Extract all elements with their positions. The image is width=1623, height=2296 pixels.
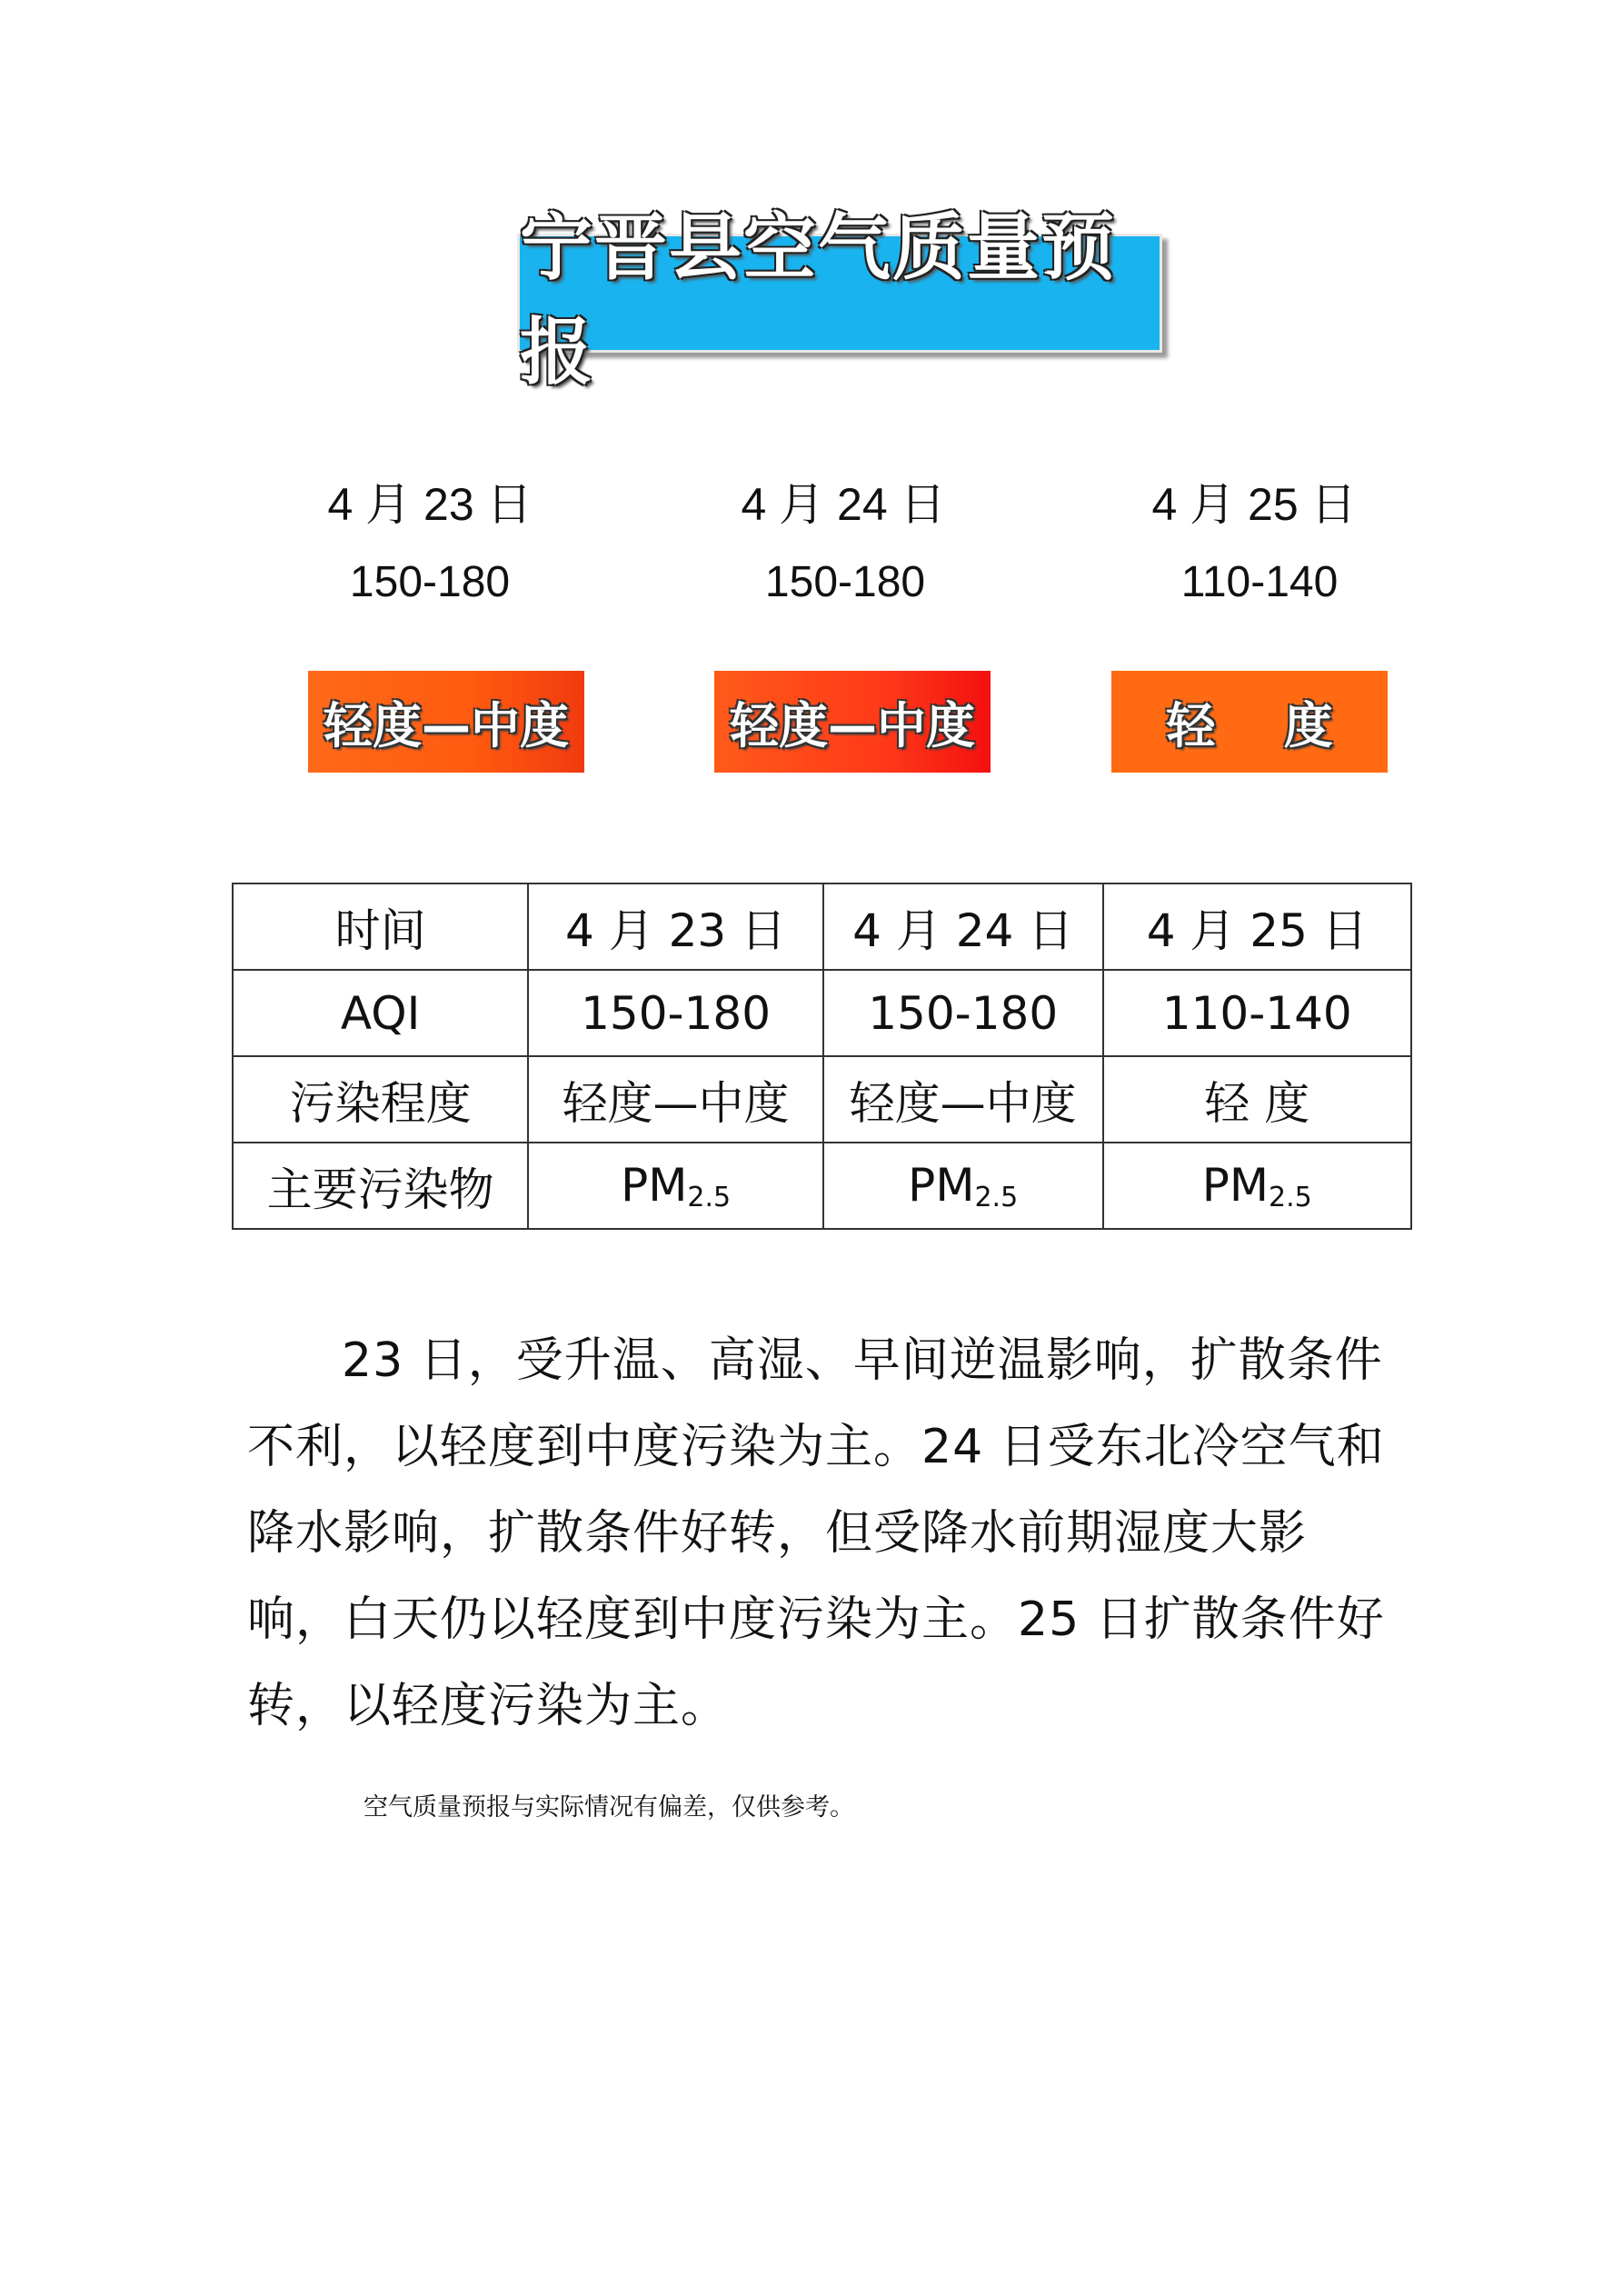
table-cell: 150-180 [528, 970, 823, 1056]
table-cell: AQI [233, 970, 528, 1056]
pollutant-cell [823, 1143, 1103, 1229]
page-title: 宁晋县空气质量预报 [520, 205, 1116, 394]
forecast-description [247, 1318, 1401, 1750]
pollutant-cell [1103, 1143, 1411, 1229]
forecast-date-1: 4 月 23 日 [327, 479, 533, 530]
table-cell: 轻度—中度 [528, 1056, 823, 1143]
level-badge-label: 轻度—中度 [324, 696, 569, 754]
table-cell: 轻度—中度 [823, 1056, 1103, 1143]
table-cell: 轻 度 [1103, 1056, 1411, 1143]
forecast-aqi-1: 150-180 [349, 558, 511, 606]
table-cell: 污染程度 [233, 1056, 528, 1143]
table-cell: 时间 [233, 883, 528, 970]
title-banner [517, 205, 1162, 394]
level-badge-3 [1111, 671, 1388, 773]
table-cell: 4 月 25 日 [1103, 883, 1411, 970]
level-badge-label: 轻度—中度 [730, 696, 975, 754]
description-text: 23 日，受升温、高湿、早间逆温影响，扩散条件不利，以轻度到中度污染为主。24 日受东北冷空气和降水影响，扩散条件好转，但受降水前期湿度大影响，白天仍以轻度到中度污染为主。25 日扩散条件好转，以轻度污染为主。 [247, 1333, 1385, 1733]
pollutant-name: PM [908, 1158, 975, 1212]
table-row [233, 1143, 1411, 1229]
table-row [233, 970, 1411, 1056]
level-badge-1 [308, 671, 584, 773]
table-cell: 150-180 [823, 970, 1103, 1056]
forecast-date-3: 4 月 25 日 [1151, 479, 1357, 530]
table-cell: 主要污染物 [233, 1143, 528, 1229]
forecast-table [232, 883, 1412, 1230]
pollutant-subscript: 2.5 [1269, 1181, 1312, 1213]
table-cell: 4 月 23 日 [528, 883, 823, 970]
level-badge-label: 轻 度 [1166, 696, 1333, 754]
pollutant-subscript: 2.5 [687, 1181, 732, 1213]
level-badge-2 [714, 671, 991, 773]
forecast-aqi-3: 110-140 [1180, 558, 1339, 606]
pollutant-cell [528, 1143, 823, 1229]
forecast-date-2: 4 月 24 日 [741, 479, 946, 530]
table-cell: 4 月 24 日 [823, 883, 1103, 970]
pollutant-name: PM [621, 1158, 688, 1212]
pollutant-name: PM [1201, 1158, 1270, 1212]
table-row [233, 1056, 1411, 1143]
pollutant-subscript: 2.5 [974, 1181, 1019, 1213]
table-row [233, 883, 1411, 970]
disclaimer-note: 空气质量预报与实际情况有偏差，仅供参考。 [363, 1793, 854, 1822]
forecast-aqi-2: 150-180 [764, 558, 926, 606]
table-cell: 110-140 [1103, 970, 1411, 1056]
